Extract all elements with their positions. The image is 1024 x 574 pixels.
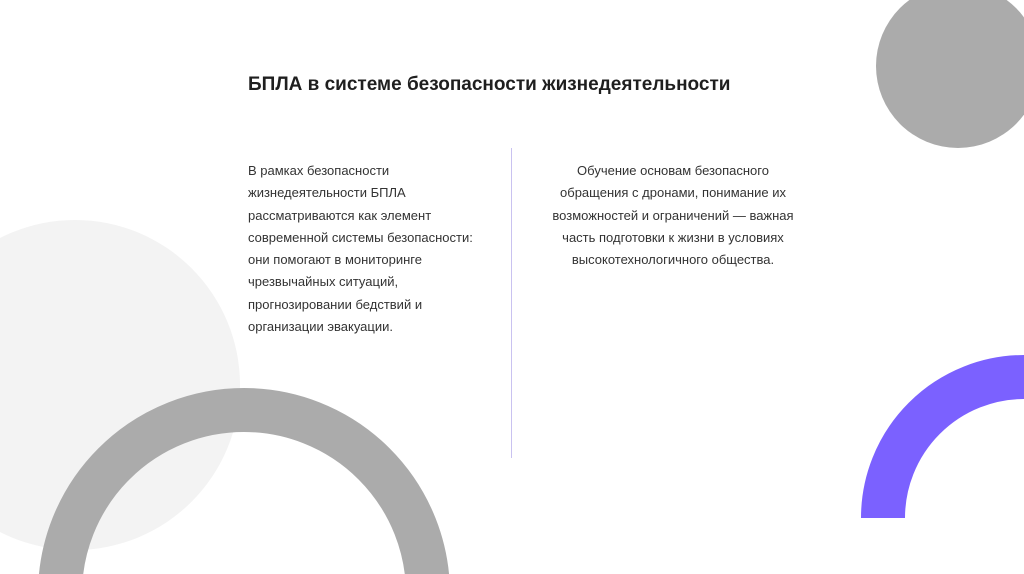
gray-ring-decoration [60, 410, 428, 574]
purple-arc-decoration [883, 377, 1024, 518]
light-gray-circle-decoration [0, 220, 240, 550]
left-paragraph: В рамках безопасности жизнедеятельности БПЛА рассматриваются как элемент современной системы безопасности: они помогают в мониторинге чрезвычайных ситуаций, прогнозировании бедствий и организации эвакуации. [248, 163, 473, 335]
slide-title: БПЛА в системе безопасности жизнедеятельности [248, 74, 731, 95]
column-divider [511, 148, 512, 458]
gray-circle-decoration [876, 0, 1024, 148]
right-paragraph: Обучение основам безопасного обращения с дронами, понимание их возможностей и ограничений — важная часть подготовки к жизни в условиях высокотехнологичного общества. [552, 163, 794, 268]
